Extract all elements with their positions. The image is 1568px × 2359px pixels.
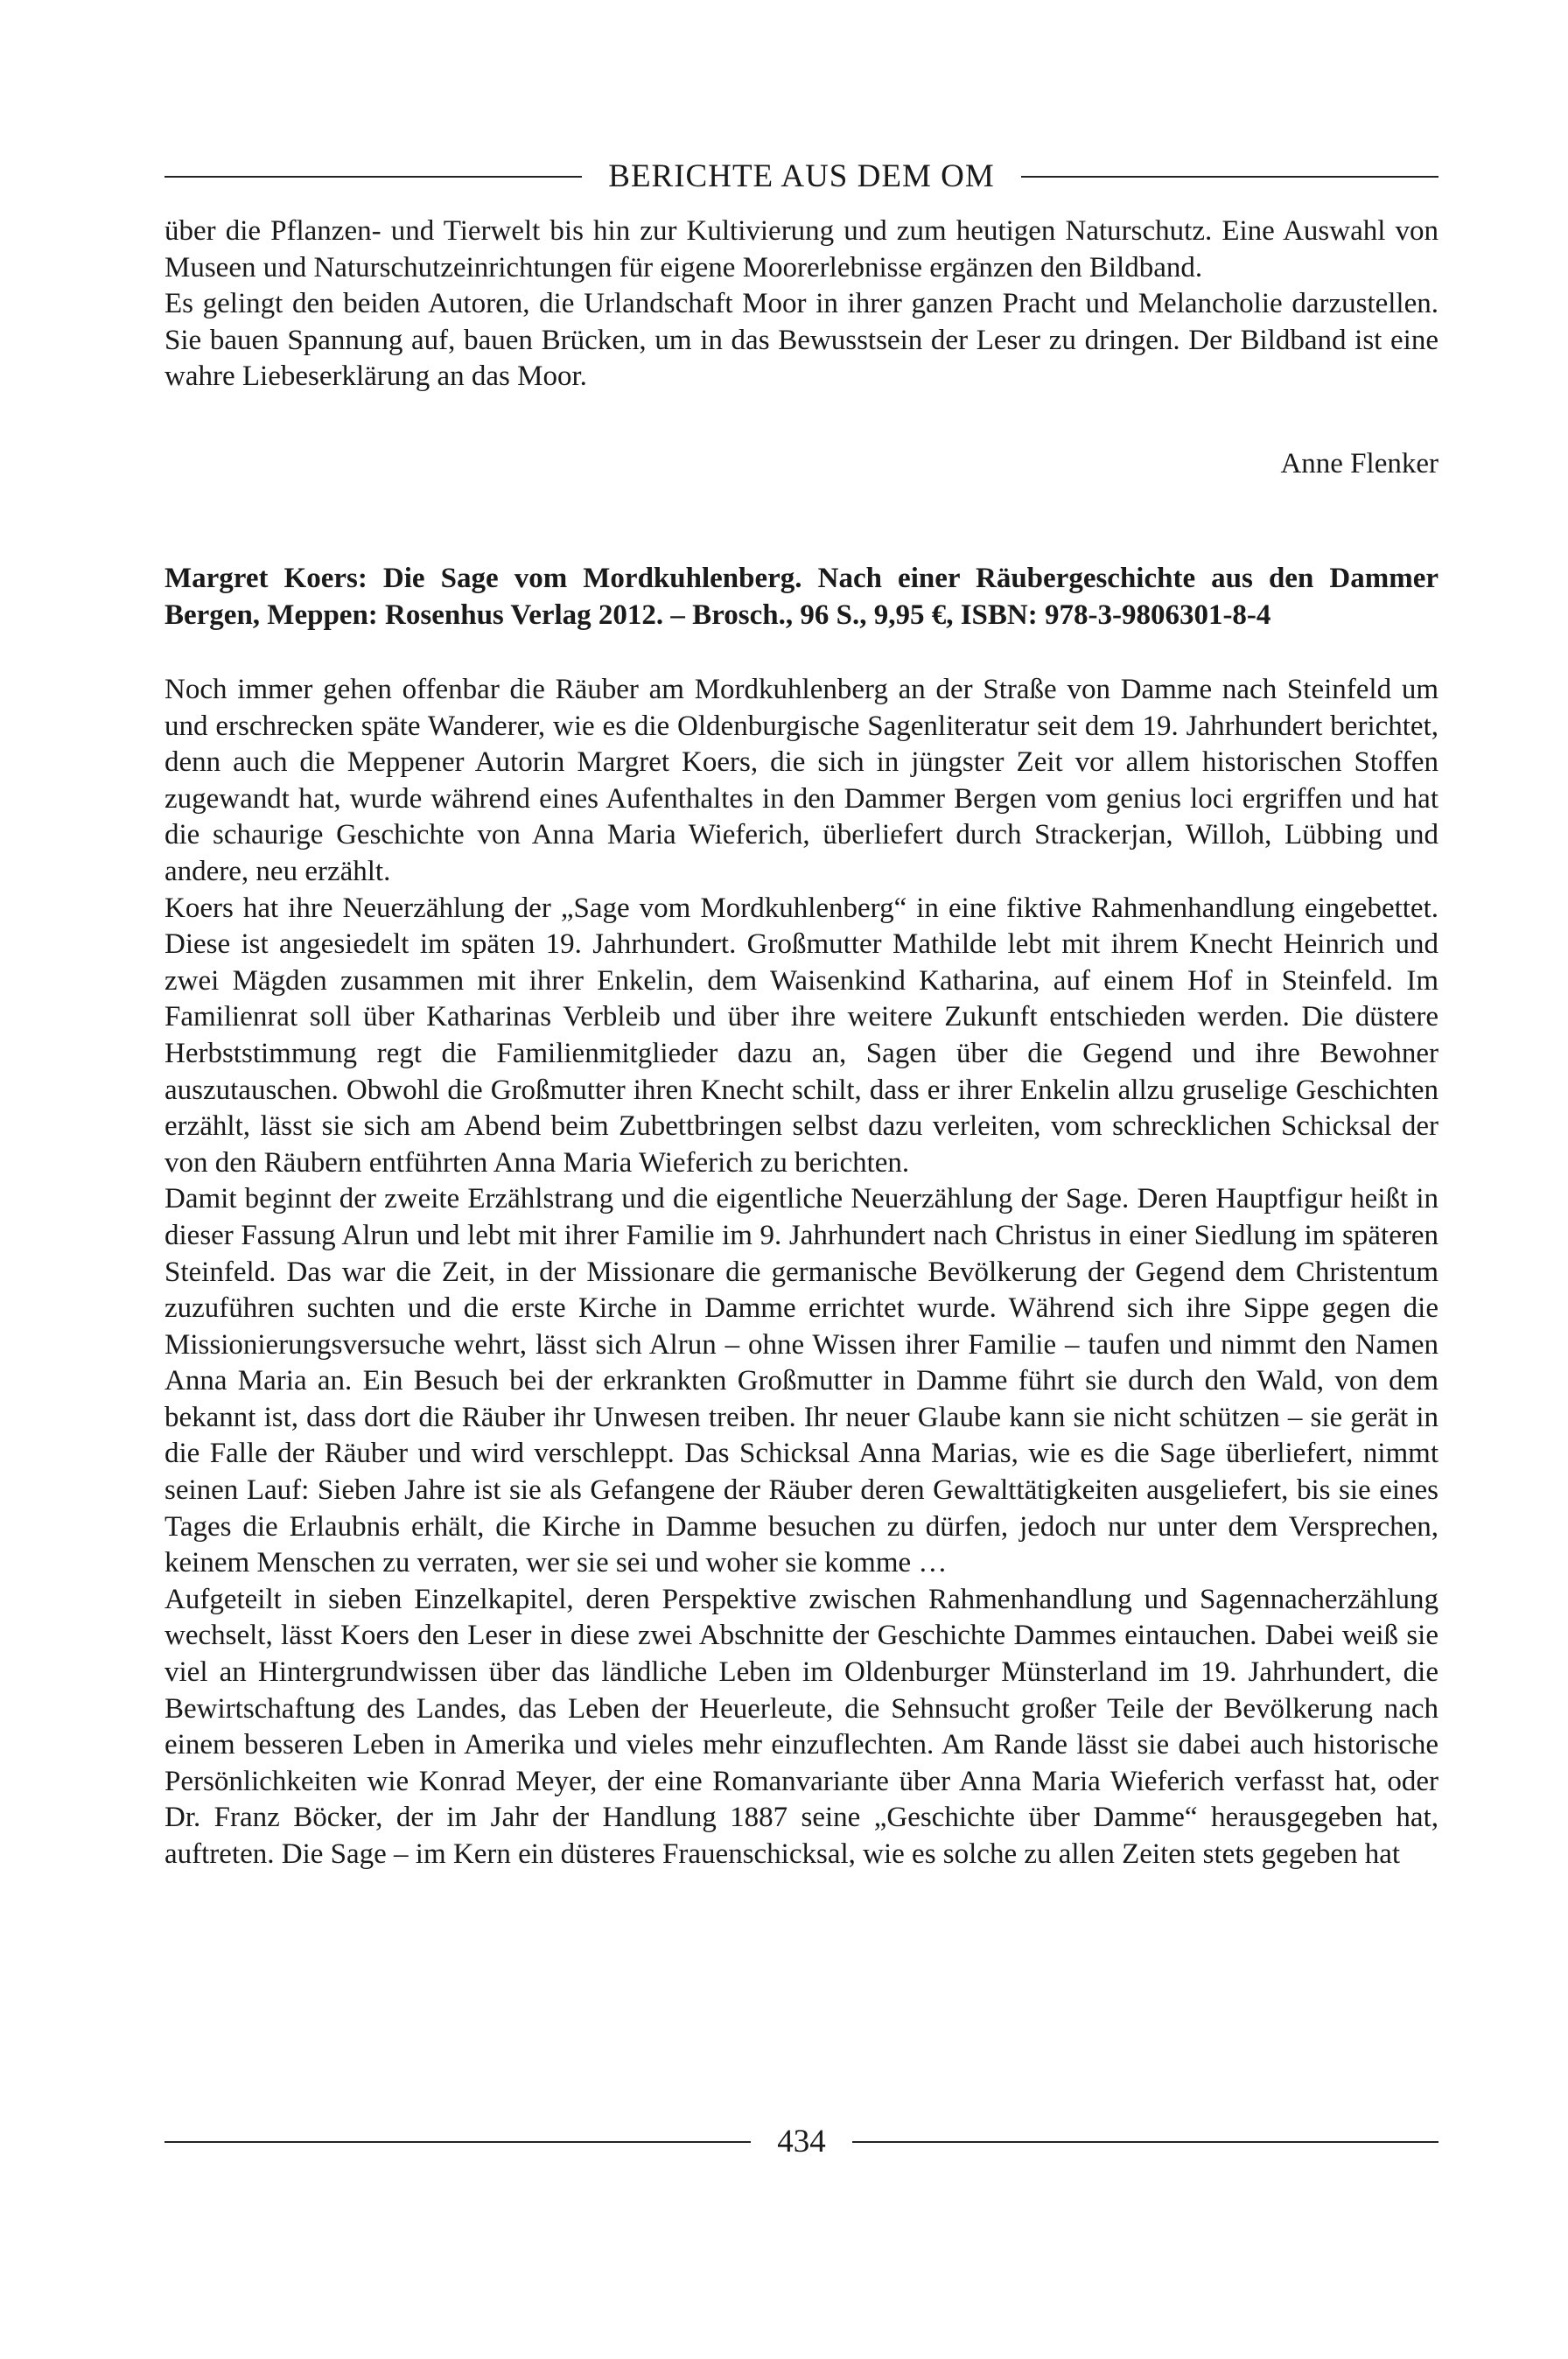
review-2-body xyxy=(164,672,1438,1873)
review-2-paragraph: Noch immer gehen offenbar die Räuber am Mordkuhlenberg an der Straße von Damme nach Steinfeld um und erschrecken späte Wanderer, wie es die Oldenburgische Sagenliteratur seit dem 19. Jahrhundert berichtet, denn auch die Meppener Autorin Margret Koers, die sich in jüngster Zeit vor allem historischen Stoffen zugewandt hat, wurde während eines Aufenthaltes in den Dammer Bergen vom genius loci ergriffen und hat die schaurige Geschichte von Anna Maria Wieferich, überliefert durch Strackerjan, Willoh, Lübbing und andere, neu erzählt. xyxy=(164,674,1438,887)
review-2-paragraph: Koers hat ihre Neuerzählung der „Sage vom Mordkuhlenberg“ in eine fiktive Rahmenhandlung eingebettet. Diese ist angesiedelt im späten 19. Jahrhundert. Großmutter Mathilde lebt mit ihrem Knecht Heinrich und zwei Mägden zusammen mit ihrer Enkelin, dem Waisenkind Katharina, auf einem Hof in Steinfeld. Im Familienrat soll über Katharinas Verbleib und über ihre weitere Zukunft entschieden werden. Die düstere Herbststimmung regt die Familienmitglieder dazu an, Sagen über die Gegend und ihre Bewohner auszutauschen. Obwohl die Großmutter ihren Knecht schilt, dass er ihrer Enkelin allzu gruselige Geschichten erzählt, lässt sie sich am Abend beim Zubettbringen selbst dazu verleiten, vom schrecklichen Schicksal der von den Räubern entführten Anna Maria Wieferich zu berichten. xyxy=(164,892,1438,1179)
review-2-paragraph: Aufgeteilt in sieben Einzelkapitel, deren Perspektive zwischen Rahmenhandlung und Sagennacherzählung wechselt, lässt Koers den Leser in diese zwei Abschnitte der Geschichte Dammes eintauchen. Dabei weiß sie viel an Hintergrundwissen über das ländliche Leben im Oldenburger Münsterland im 19. Jahrhundert, die Bewirtschaftung des Landes, das Leben der Heuerleute, die Sehnsucht großer Teile der Bevölkerung nach einem besseren Leben in Amerika und vieles mehr einzuflechten. Am Rande lässt sie dabei auch historische Persönlichkeiten wie Konrad Meyer, der eine Romanvariante über Anna Maria Wieferich verfasst hat, oder Dr. Franz Böcker, der im Jahr der Handlung 1887 seine „Geschichte über Damme“ herausgegeben hat, auftreten. Die Sage – im Kern ein düsteres Frauenschicksal, wie es solche zu allen Zeiten stets gegeben hat xyxy=(164,1583,1438,1870)
review-2-heading: Margret Koers: Die Sage vom Mordkuhlenberg. Nach einer Räubergeschichte aus den Dammer Bergen, Meppen: Rosenhus Verlag 2012. – Brosch., 96 S., 9,95 €, ISBN: 978-3-9806301-8-4 xyxy=(164,563,1438,631)
review-1-paragraph: über die Pflanzen- und Tierwelt bis hin zur Kultivierung und zum heutigen Naturschutz. Eine Auswahl von Museen und Naturschutzeinrichtungen für eigene Moorerlebnisse ergänzen den Bildband. xyxy=(164,215,1438,284)
running-header xyxy=(164,158,1438,196)
review-1-body xyxy=(164,214,1438,396)
review-1-paragraph: Es gelingt den beiden Autoren, die Urlandschaft Moor in ihrer ganzen Pracht und Melancholie darzustellen. Sie bauen Spannung auf, bauen Brücken, um in das Bewusstsein der Leser zu dringen. Der Bildband ist eine wahre Liebeserklärung an das Moor. xyxy=(164,288,1438,393)
page-footer xyxy=(164,2121,1438,2163)
footer-rule-right xyxy=(852,2141,1438,2143)
review-2-paragraph: Damit beginnt der zweite Erzählstrang und die eigentliche Neuerzählung der Sage. Deren Hauptfigur heißt in dieser Fassung Alrun und lebt mit ihrer Familie im 9. Jahrhundert nach Christus in einer Siedlung im späteren Steinfeld. Das war die Zeit, in der Missionare die germanische Bevölkerung der Gegend dem Christentum zuzuführen suchten und die erste Kirche in Damme errichtet wurde. Während sich ihre Sippe gegen die Missionierungsversuche wehrt, lässt sich Alrun – ohne Wissen ihrer Familie – taufen und nimmt den Namen Anna Maria an. Ein Besuch bei der erkrankten Großmutter in Damme führt sie durch den Wald, von dem bekannt ist, dass dort die Räuber ihr Unwesen treiben. Ihr neuer Glaube kann sie nicht schützen – sie gerät in die Falle der Räuber und wird verschleppt. Das Schicksal Anna Marias, wie es die Sage überliefert, nimmt seinen Lauf: Sieben Jahre ist sie als Gefangene der Räuber deren Gewalttätigkeiten ausgeliefert, bis sie eines Tages die Erlaubnis erhält, die Kirche in Damme besuchen zu dürfen, jedoch nur unter dem Versprechen, keinem Menschen zu verraten, wer sie sei und woher sie komme … xyxy=(164,1183,1438,1579)
header-rule-right xyxy=(1021,176,1438,178)
header-rule-left xyxy=(164,176,582,178)
footer-rule-left xyxy=(164,2141,751,2143)
reviewer-signature: Anne Flenker xyxy=(1280,448,1438,480)
page-number: 434 xyxy=(777,2124,826,2160)
running-header-title: BERICHTE AUS DEM OM xyxy=(608,158,995,194)
